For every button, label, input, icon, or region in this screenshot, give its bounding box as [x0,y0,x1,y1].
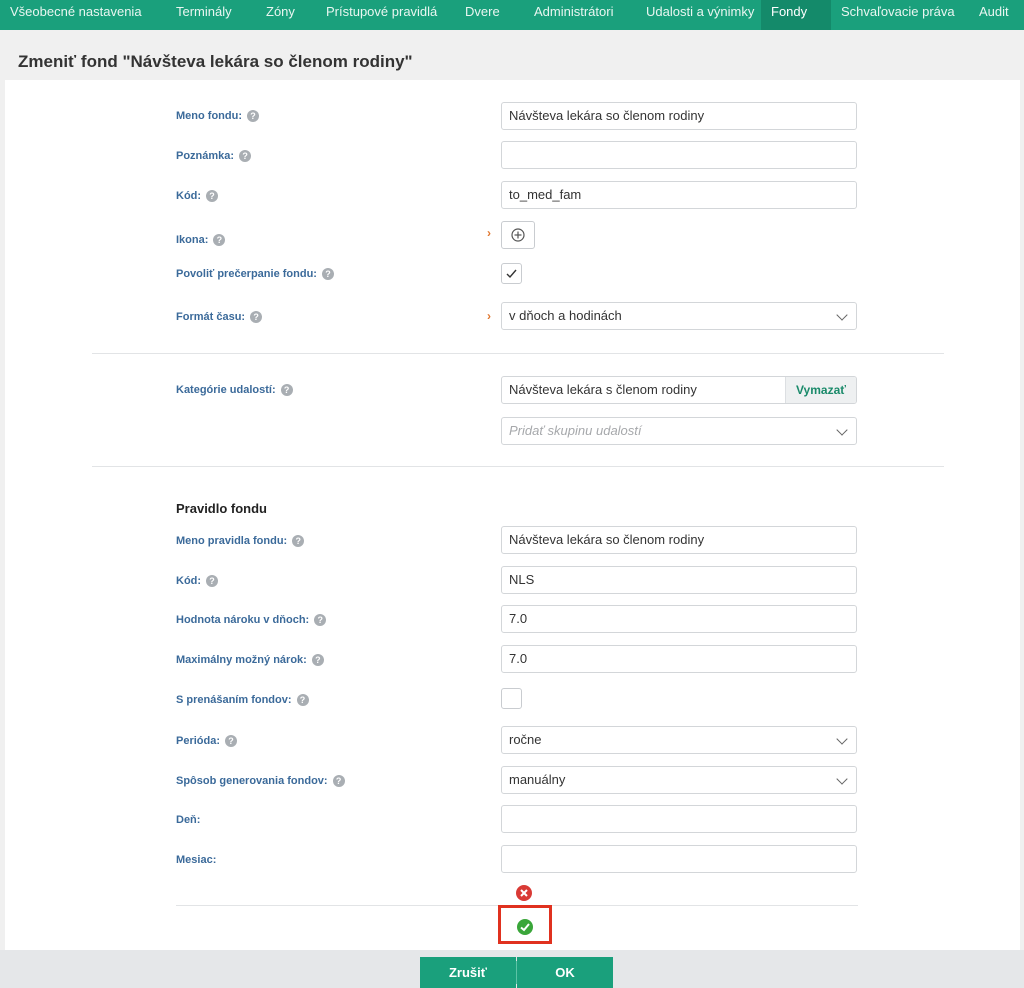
help-icon[interactable]: ? [281,384,293,396]
divider [92,353,944,354]
tab-zones[interactable]: Zóny [266,4,295,19]
plus-circle-icon [502,222,534,248]
tab-administrators[interactable]: Administrátori [534,4,614,19]
event-category-tag [501,376,857,404]
icon-label [176,234,225,246]
note-label-text: Poznámka: [176,150,235,162]
help-icon[interactable]: ? [225,735,237,747]
top-navigation [0,0,1024,30]
icon-label-text: Ikona: [176,234,209,246]
period-label [176,735,237,747]
carry-over-label [176,694,309,706]
tab-funds[interactable]: Fondy [761,0,831,30]
event-categories-label-text: Kategórie udalostí: [176,384,276,396]
chevron-down-icon [836,309,847,320]
add-event-group-select[interactable] [501,417,857,445]
max-entitlement-label-text: Maximálny možný nárok: [176,654,307,666]
generation-label [176,775,345,787]
day-input[interactable] [501,805,857,833]
fund-name-label-text: Meno fondu: [176,110,242,122]
max-entitlement-label [176,654,324,666]
generation-value: manuálny [509,772,566,787]
day-label-text: Deň: [176,814,201,826]
tab-general-settings[interactable]: Všeobecné nastavenia [10,4,142,19]
help-icon[interactable]: ? [322,268,334,280]
time-format-label [176,311,262,323]
generation-label-text: Spôsob generovania fondov: [176,775,328,787]
help-icon[interactable]: ? [314,614,326,626]
divider [92,466,944,467]
tab-audit[interactable]: Audit [979,4,1009,19]
help-icon[interactable]: ? [247,110,259,122]
tab-doors[interactable]: Dvere [465,4,500,19]
period-label-text: Perióda: [176,735,221,747]
help-icon[interactable]: ? [297,694,309,706]
month-input[interactable] [501,845,857,873]
note-label [176,150,251,162]
rule-code-label-text: Kód: [176,575,202,587]
fund-name-label [176,110,259,122]
required-marker-icon: › [487,226,491,240]
help-icon[interactable]: ? [292,535,304,547]
entitlement-days-label [176,614,326,626]
check-icon [502,264,521,283]
time-format-select[interactable] [501,302,857,330]
help-icon[interactable]: ? [213,234,225,246]
note-input[interactable] [501,141,857,169]
help-icon[interactable]: ? [239,150,251,162]
entitlement-days-label-text: Hodnota nároku v dňoch: [176,614,310,626]
page-title: Zmeniť fond "Návšteva lekára so členom rodiny" [18,52,413,71]
chevron-down-icon [836,773,847,784]
month-label [176,854,216,866]
tab-terminals[interactable]: Terminály [176,4,232,19]
carry-over-checkbox[interactable] [501,688,522,709]
chevron-down-icon [836,733,847,744]
entitlement-days-input[interactable]: 7.0 [501,605,857,633]
generation-select[interactable] [501,766,857,794]
rule-name-input[interactable]: Návšteva lekára so členom rodiny [501,526,857,554]
time-format-label-text: Formát času: [176,311,246,323]
month-label-text: Mesiac: [176,854,217,866]
error-x-icon [515,884,533,902]
code-input[interactable]: to_med_fam [501,181,857,209]
day-label [176,814,200,826]
allow-overdraw-label-text: Povoliť prečerpanie fondu: [176,268,317,280]
help-icon[interactable]: ? [206,190,218,202]
event-category-tag-text: Návšteva lekára s členom rodiny [509,382,697,397]
rule-code-input[interactable]: NLS [501,566,857,594]
rule-name-label-text: Meno pravidla fondu: [176,535,288,547]
help-icon[interactable]: ? [250,311,262,323]
add-event-group-placeholder: Pridať skupinu udalostí [509,423,642,438]
add-icon-button[interactable] [501,221,535,249]
clear-category-button[interactable]: Vymazať [785,377,856,403]
rule-code-label [176,575,218,587]
allow-overdraw-checkbox[interactable] [501,263,522,284]
tab-events-exceptions[interactable]: Udalosti a výnimky [646,4,755,19]
section-title-fund-rule: Pravidlo fondu [176,501,267,516]
cancel-button[interactable]: Zrušiť [420,957,516,988]
allow-overdraw-label [176,268,334,280]
period-value: ročne [509,732,542,747]
ok-button[interactable]: OK [517,957,613,988]
carry-over-label-text: S prenášaním fondov: [176,694,292,706]
chevron-down-icon [836,424,847,435]
rule-name-label [176,535,304,547]
time-format-value: v dňoch a hodinách [509,308,622,323]
period-select[interactable] [501,726,857,754]
required-marker-icon: › [487,309,491,323]
code-label [176,190,218,202]
tab-access-rules[interactable]: Prístupové pravidlá [326,4,438,19]
tab-approval-rights[interactable]: Schvaľovacie práva [841,4,955,19]
event-categories-label [176,384,293,396]
help-icon[interactable]: ? [312,654,324,666]
max-entitlement-input[interactable]: 7.0 [501,645,857,673]
fund-name-input[interactable]: Návšteva lekára so členom rodiny [501,102,857,130]
code-label-text: Kód: [176,190,202,202]
success-check-icon [516,918,534,936]
help-icon[interactable]: ? [206,575,218,587]
help-icon[interactable]: ? [333,775,345,787]
